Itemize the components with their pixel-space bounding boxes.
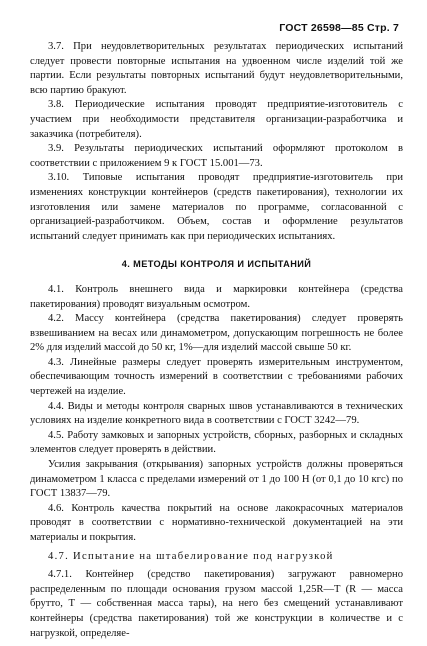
page-header: ГОСТ 26598—85 Стр. 7	[279, 22, 399, 34]
paragraph-3-9: 3.9. Результаты периодических испытаний оформляют протоколом в соответствии с приложением 9 к ГОСТ 15.001—73.	[30, 143, 403, 169]
paragraph-4-3: 4.3. Линейные размеры следует проверять измерительным инструментом, обеспечивающим точность измерений в соответствии с требованиями рабочих чертежей на изделие.	[30, 356, 403, 398]
paragraph-4-4: 4.4. Виды и методы контроля сварных швов устанавливаются в технических условиях на изделие конкретного вида в соответствии с ГОСТ 3242—79.	[30, 400, 403, 427]
paragraph-3-8: 3.8. Периодические испытания проводят предприятие-изготовитель с участием при необходимости представителя организации-разработчика и заказчика (потребителя).	[30, 99, 403, 140]
document-body	[30, 40, 403, 641]
paragraph-4-6: 4.6. Контроль качества покрытий на основе лакокрасочных материалов проводят в соответствии с нормативно-технической документацией на эти материалы и покрытия.	[30, 502, 403, 543]
subsection-title-4-7: 4.7. Испытание на штабелирование под нагрузкой	[48, 550, 334, 562]
section-title: 4. МЕТОДЫ КОНТРОЛЯ И ИСПЫТАНИЙ	[121, 259, 312, 270]
paragraph-4-2: 4.2. Массу контейнера (средства пакетирования) следует проверять взвешиванием на весах или динамометром, допускающим погрешность не более 2% для изделий массой до 50 кг, 1%—для изделий массой свыше 50 кг.	[30, 313, 403, 354]
paragraph-3-7: 3.7. При неудовлетворительных результатах периодических испытаний следует провести повторные испытания на удвоенном числе изделий той же партии. Если результаты повторных испытаний будут неудовлетворительными, всю партию бракуют.	[30, 41, 403, 96]
paragraph-4-5: 4.5. Работу замковых и запорных устройств, сборных, разборных и складных элементов следует проверять в действии.	[30, 429, 403, 456]
paragraph-4-5-forces: Усилия закрывания (открывания) запорных устройств должны проверяться динамометром 1 класса с пределами измерений от 1 до 100 Н (от 0,1 до 10 кгс) по ГОСТ 13837—79.	[30, 459, 403, 500]
paragraph-4-1: 4.1. Контроль внешнего вида и маркировки контейнера (средства пакетирования) проводят визуальным осмотром.	[30, 283, 403, 310]
paragraph-3-10: 3.10. Типовые испытания проводят предприятие-изготовитель при изменениях конструкции контейнеров (средств пакетирования), технологии их изготовления или замене материалов по программе, согласованной с организацией-разработчиком. Объем, состав и оформление результатов испытаний следует принимать как при периодических испытаниях.	[30, 172, 403, 242]
paragraph-4-7-1: 4.7.1. Контейнер (средство пакетирования) загружают равномерно распределенным по площади основания грузом массой 1,25R—T (R — масса брутто, T — собственная масса тары), на него без смещений устанавливают контейнеры (средства пакетирования) той же конструкции в количестве и с нагрузкой, определяе-	[30, 569, 403, 639]
